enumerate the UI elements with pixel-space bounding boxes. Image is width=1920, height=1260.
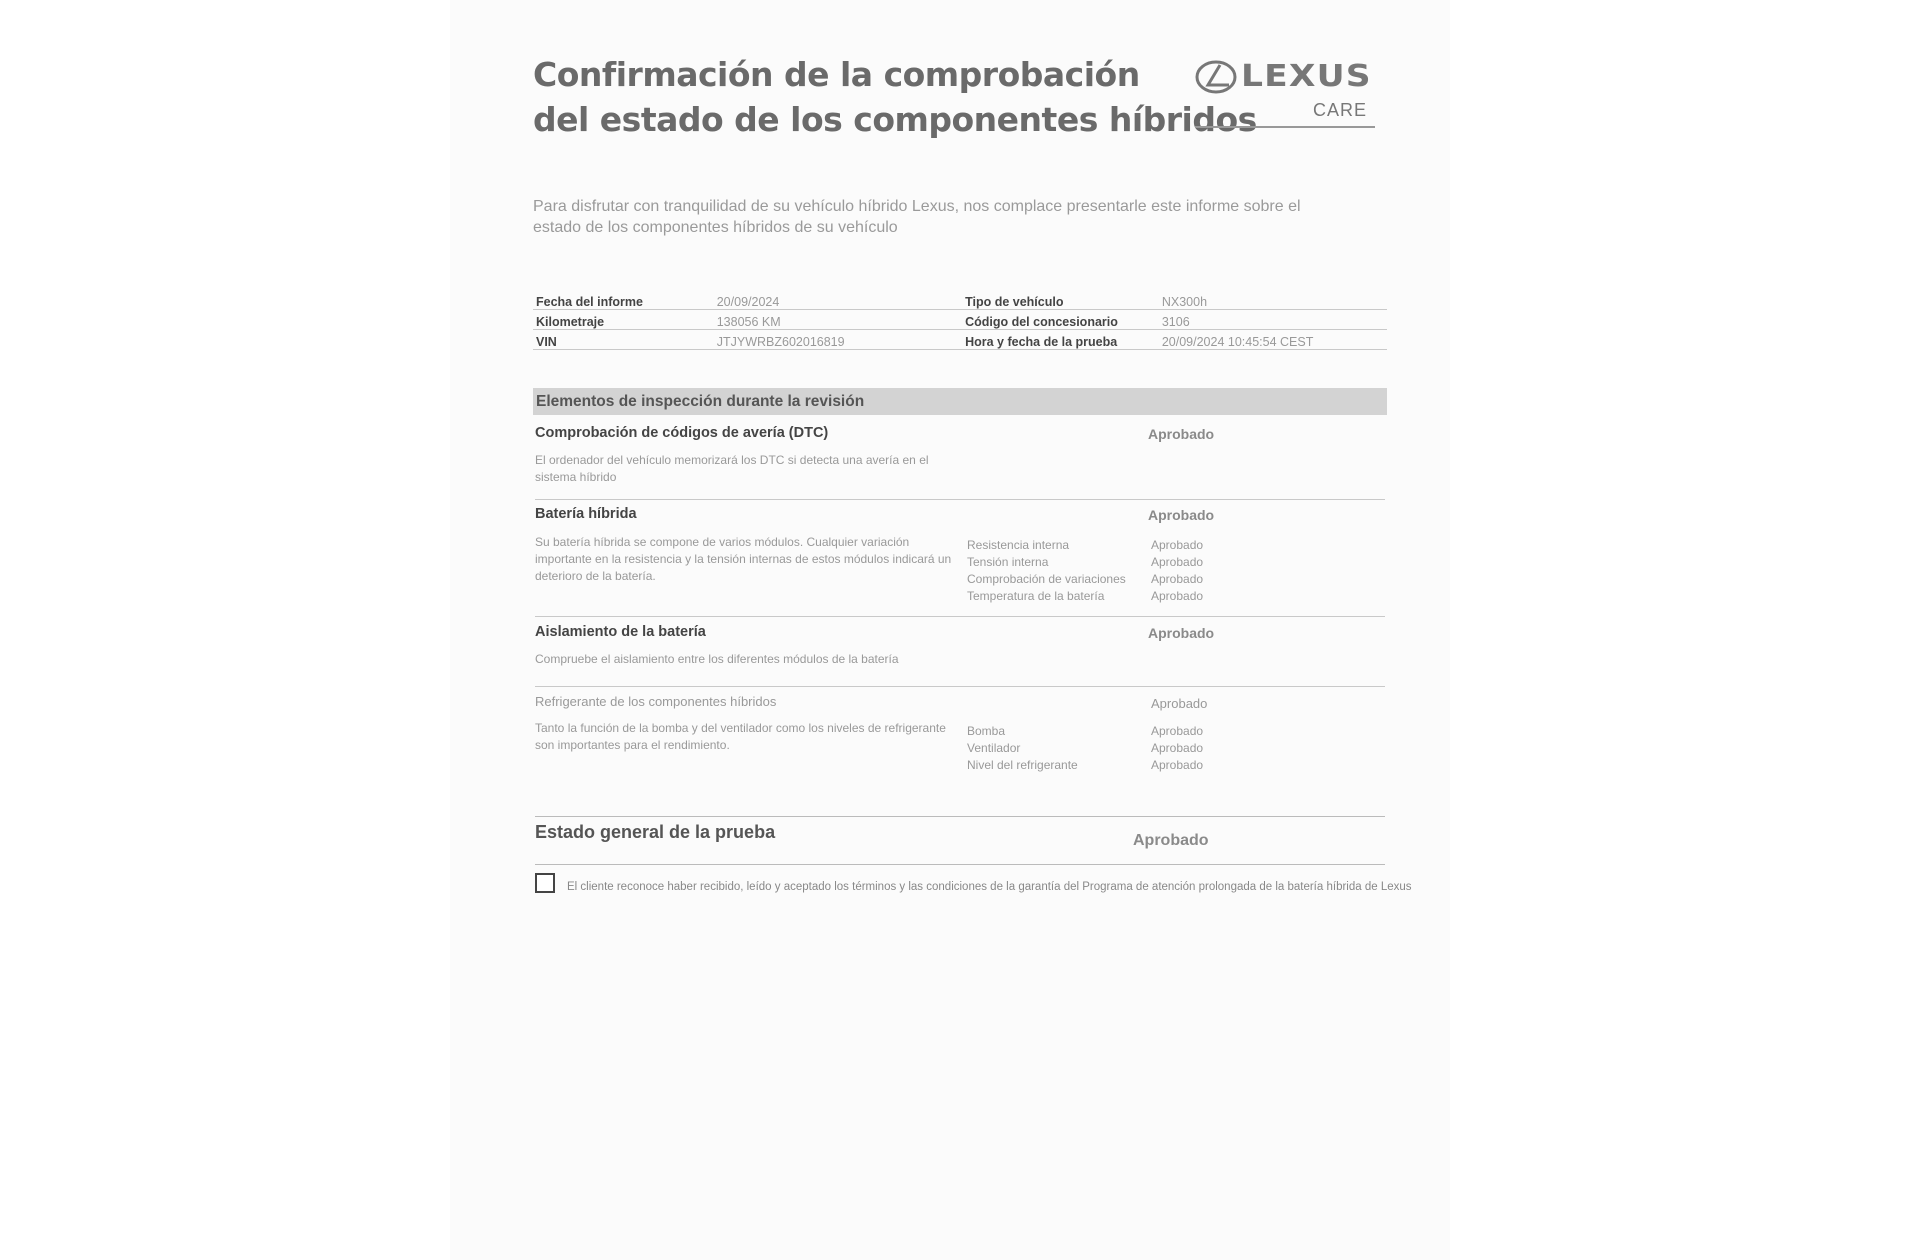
isolation-title: Aislamiento de la batería xyxy=(535,624,706,640)
dealer-code-label: Código del concesionario xyxy=(962,310,1159,330)
coolant-sub-label: Nivel del refrigerante xyxy=(967,758,1078,772)
coolant-sub-status: Aprobado xyxy=(1151,724,1204,738)
overall-status-value: Aprobado xyxy=(1133,832,1209,849)
consent-text: El cliente reconoce haber recibido, leído y aceptado los términos y las condiciones de la garantía del Programa de atención prolongada de la batería híbrida de Lexus xyxy=(567,881,1412,893)
logo-care: CARE xyxy=(1312,100,1367,120)
section-header-title: Elementos de inspección durante la revisión xyxy=(536,393,865,410)
battery-sub-label: Temperatura de la batería xyxy=(967,589,1105,603)
lexus-care-logo xyxy=(1195,58,1375,138)
table-row xyxy=(533,330,1387,350)
title-line-1: Confirmación de la comprobación xyxy=(533,55,1140,94)
coolant-sub-status: Aprobado xyxy=(1151,741,1204,755)
divider xyxy=(535,499,1385,500)
title-line-2: del estado de los componentes híbridos xyxy=(533,100,1257,139)
battery-title: Batería híbrida xyxy=(535,506,637,522)
coolant-sub-label: Bomba xyxy=(967,724,1006,738)
logo-wordmark: LEXUS xyxy=(1241,59,1372,94)
battery-sub-status: Aprobado xyxy=(1151,555,1204,569)
dtc-status: Aprobado xyxy=(1148,426,1215,442)
divider xyxy=(535,686,1385,687)
divider xyxy=(535,816,1385,817)
dtc-title: Comprobación de códigos de avería (DTC) xyxy=(535,425,829,441)
consent-checkbox[interactable] xyxy=(535,873,555,893)
intro-text: Para disfrutar con tranquilidad de su vehículo híbrido Lexus, nos complace presentarle este informe sobre el estado de los componentes híbridos de su vehículo xyxy=(533,198,1301,236)
battery-sub-label: Tensión interna xyxy=(967,555,1049,569)
coolant-description: Tanto la función de la bomba y del ventilador como los niveles de refrigerante son importantes para el rendimiento. xyxy=(535,721,946,752)
logo-underline xyxy=(1195,126,1375,128)
divider xyxy=(535,616,1385,617)
test-datetime-label: Hora y fecha de la prueba xyxy=(962,330,1159,350)
isolation-status: Aprobado xyxy=(1148,625,1215,641)
battery-sub-label: Comprobación de variaciones xyxy=(967,572,1126,586)
dtc-description: El ordenador del vehículo memorizará los DTC si detecta una avería en el sistema híbrido xyxy=(535,453,929,484)
vehicle-info-table xyxy=(533,290,1387,350)
battery-sub-status: Aprobado xyxy=(1151,589,1204,603)
isolation-description: Compruebe el aislamiento entre los diferentes módulos de la batería xyxy=(535,652,899,666)
table-row xyxy=(533,310,1387,330)
mileage-label: Kilometraje xyxy=(533,310,714,330)
mileage-value: 138056 KM xyxy=(714,310,962,330)
coolant-sub-status: Aprobado xyxy=(1151,758,1204,772)
vehicle-type-label: Tipo de vehículo xyxy=(962,290,1159,310)
battery-status: Aprobado xyxy=(1148,507,1215,523)
vin-label: VIN xyxy=(533,330,714,350)
battery-sub-status: Aprobado xyxy=(1151,572,1204,586)
table-row xyxy=(533,290,1387,310)
dealer-code-value: 3106 xyxy=(1159,310,1387,330)
test-datetime-value: 20/09/2024 10:45:54 CEST xyxy=(1159,330,1387,350)
report-date-value: 20/09/2024 xyxy=(714,290,962,310)
report-date-label: Fecha del informe xyxy=(533,290,714,310)
battery-sub-status: Aprobado xyxy=(1151,538,1204,552)
divider xyxy=(535,864,1385,865)
coolant-status: Aprobado xyxy=(1151,696,1208,711)
overall-status-label: Estado general de la prueba xyxy=(535,822,776,842)
battery-description: Su batería híbrida se compone de varios módulos. Cualquier variación importante en la resistencia y la tensión internas de estos módulos indicará un deterioro de la batería. xyxy=(535,535,952,583)
section-header-bar xyxy=(533,388,1387,415)
vin-value: JTJYWRBZ602016819 xyxy=(714,330,962,350)
document-title xyxy=(533,52,1257,142)
battery-sub-label: Resistencia interna xyxy=(967,538,1070,552)
coolant-title: Refrigerante de los componentes híbridos xyxy=(535,694,777,709)
coolant-sub-label: Ventilador xyxy=(967,741,1021,755)
lexus-emblem-icon xyxy=(1195,60,1237,94)
vehicle-type-value: NX300h xyxy=(1159,290,1387,310)
